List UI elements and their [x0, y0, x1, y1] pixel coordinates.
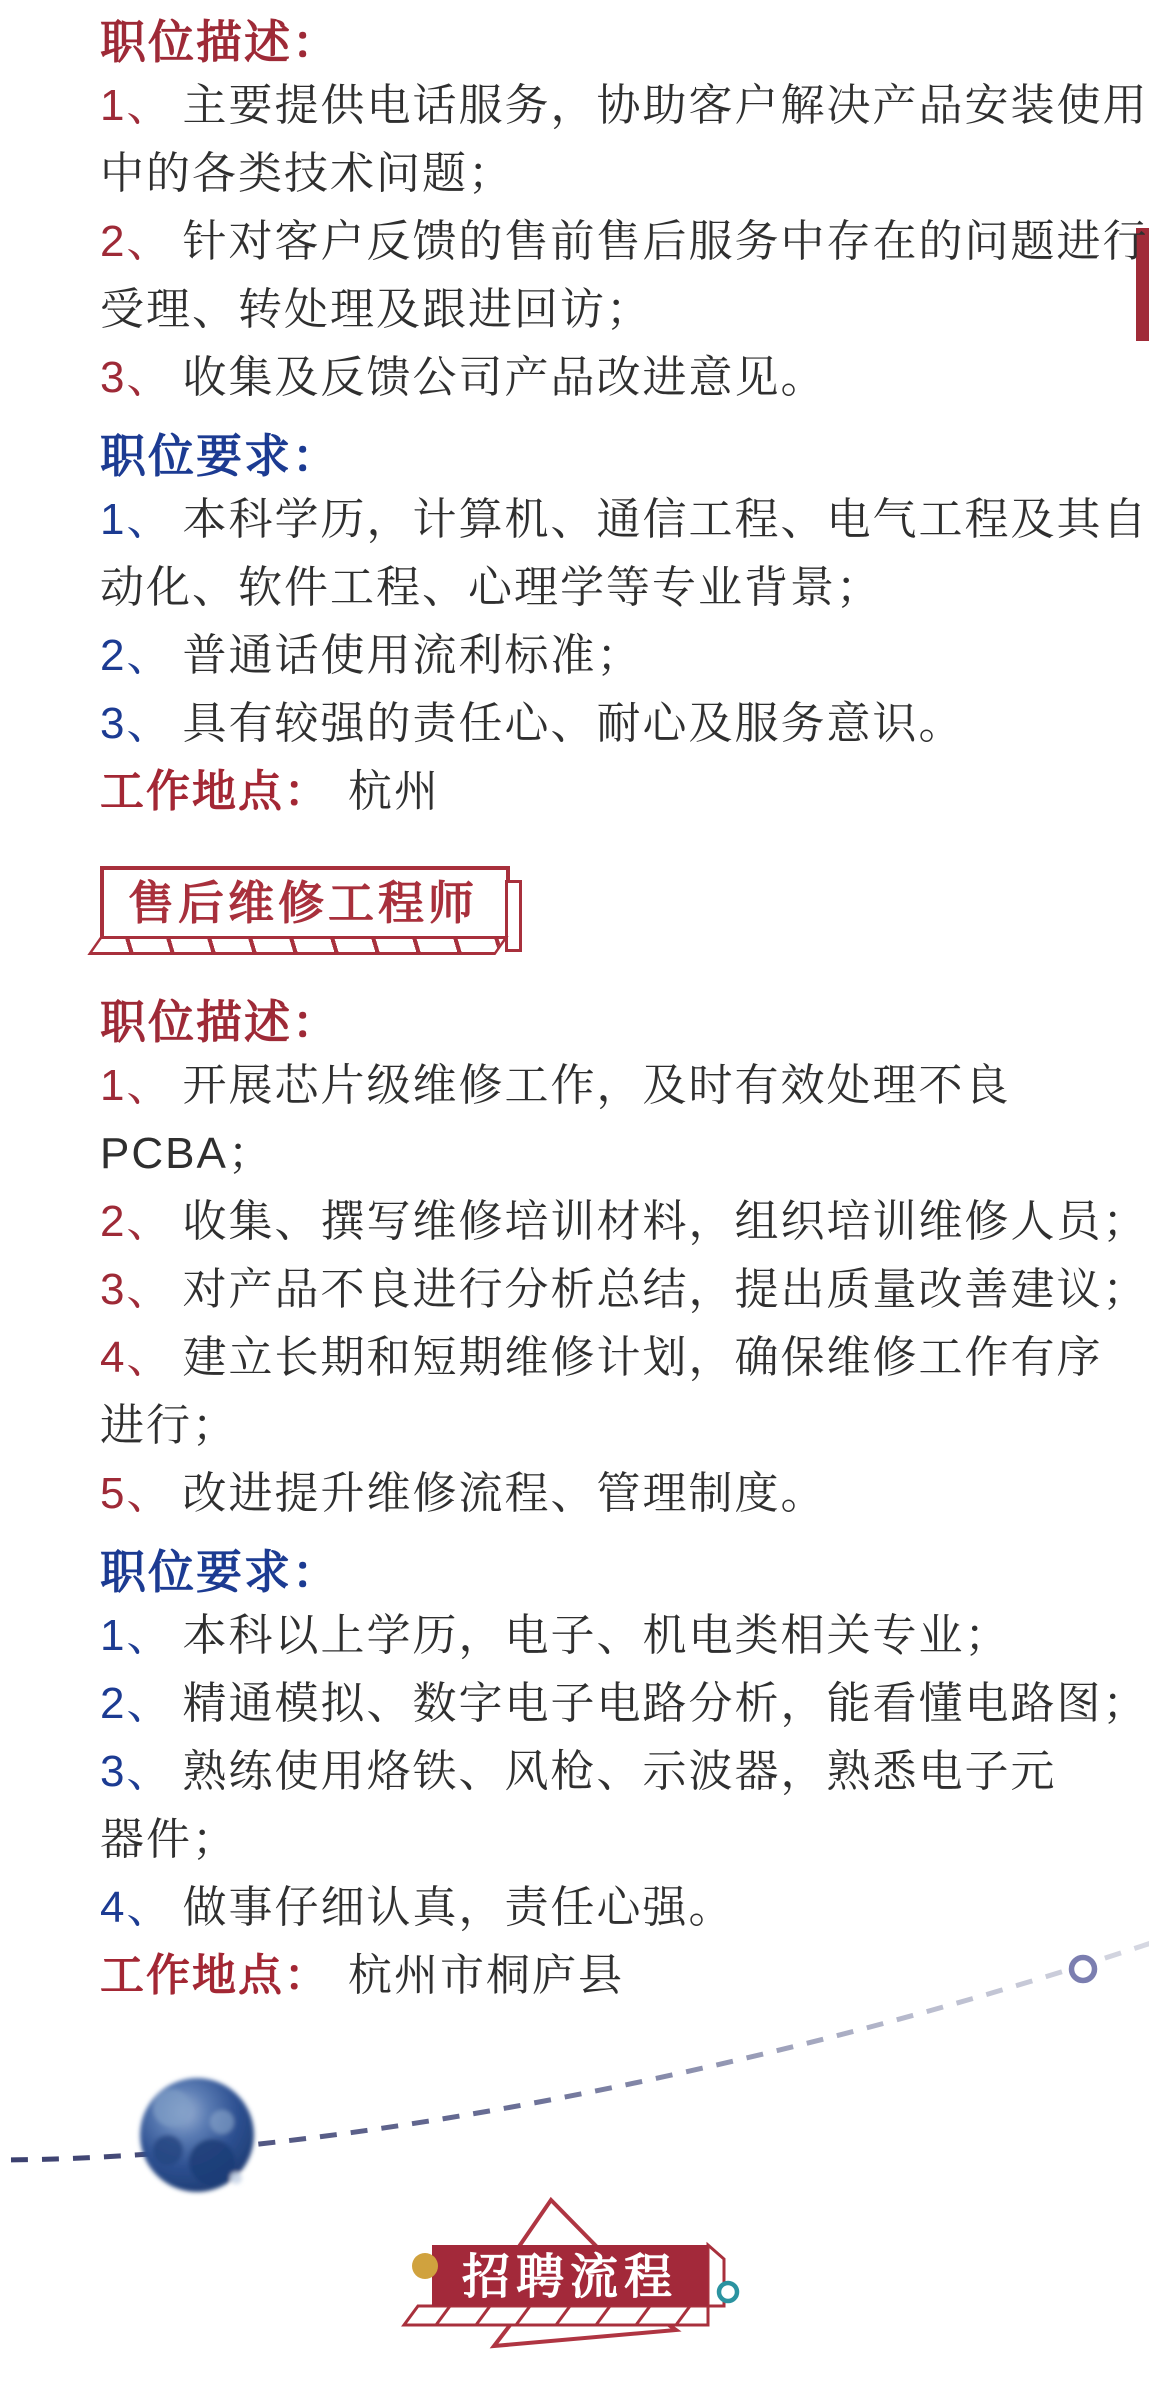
- item-text: 对产品不良进行分析总结，提出质量改善建议；: [182, 1265, 1149, 1314]
- location-label: 工作地点：: [100, 767, 330, 816]
- burst-triangle-top: [518, 2200, 598, 2248]
- job2-title: 售后维修工程师: [128, 877, 478, 929]
- item-text: 普通话使用流利标准；: [182, 631, 643, 680]
- job2-req-item-4: [100, 1874, 1089, 1942]
- item-number: 4、: [100, 1883, 173, 1932]
- item-number: 2、: [100, 631, 173, 680]
- job2-req-item-3-cont: 器件；: [100, 1815, 238, 1864]
- location-value: 杭州: [348, 767, 440, 816]
- item-text: 做事仔细认真，责任心强。: [182, 1883, 735, 1932]
- job1-desc-item-2-cont: 受理、转处理及跟进回访；: [100, 285, 652, 334]
- item-text: 精通模拟、数字电子电路分析，能看懂电路图；: [182, 1679, 1149, 1728]
- job2-desc-item-4-cont: 进行；: [100, 1401, 238, 1450]
- job2-desc-item-1-cont: PCBA；: [100, 1129, 274, 1178]
- job2-box-side-face: [505, 880, 522, 952]
- location-value: 杭州市桐庐县: [348, 1951, 624, 2000]
- item-text: 主要提供电话服务，协助客户解决产品安装使用: [182, 81, 1149, 130]
- job1-req-item-1-cont: 动化、软件工程、心理学等专业背景；: [100, 563, 882, 612]
- item-number: 3、: [100, 1747, 173, 1796]
- item-text: 收集及反馈公司产品改进意见。: [182, 353, 827, 402]
- item-number: 2、: [100, 1679, 173, 1728]
- job2-desc-item-5: [100, 1460, 1089, 1528]
- item-number: 1、: [100, 495, 173, 544]
- item-number: 3、: [100, 1265, 173, 1314]
- location-label: 工作地点：: [100, 1951, 330, 2000]
- job2-desc-item-3: [100, 1256, 1149, 1324]
- job1-req-item-2: [100, 622, 1089, 690]
- job2-req-item-1: [100, 1602, 1089, 1670]
- job1-desc-item-2: [100, 208, 1149, 276]
- item-number: 3、: [100, 699, 173, 748]
- job2-desc-item-4: [100, 1324, 1103, 1392]
- teal-ring-icon: [719, 2283, 737, 2301]
- job2-desc-item-2: [100, 1188, 1149, 1256]
- job1-description-heading: 职位描述：: [100, 16, 340, 68]
- job1-location-row: [100, 758, 1089, 826]
- item-number: 1、: [100, 1061, 173, 1110]
- item-text: 针对客户反馈的售前售后服务中存在的问题进行: [182, 217, 1149, 266]
- job1-req-item-1: [100, 486, 1149, 554]
- gold-dot-icon: [412, 2253, 438, 2279]
- job2-description-heading: 职位描述：: [100, 996, 340, 1048]
- item-text: 具有较强的责任心、耐心及服务意识。: [182, 699, 965, 748]
- item-number: 3、: [100, 353, 173, 402]
- item-text: 开展芯片级维修工作，及时有效处理不良: [182, 1061, 1011, 1110]
- job2-req-item-2: [100, 1670, 1149, 1738]
- item-text: 本科学历，计算机、通信工程、电气工程及其自: [182, 495, 1149, 544]
- banner-title: 招聘流程: [461, 2251, 679, 2304]
- job2-desc-item-1: [100, 1052, 1089, 1120]
- job2-location-row: [100, 1942, 1089, 2010]
- job1-desc-item-3: [100, 344, 1089, 412]
- job2-title-box: [100, 866, 510, 940]
- job1-req-item-3: [100, 690, 1089, 758]
- item-number: 2、: [100, 217, 173, 266]
- job1-desc-item-1-cont: 中的各类技术问题；: [100, 149, 514, 198]
- item-number: 1、: [100, 81, 173, 130]
- item-number: 2、: [100, 1197, 173, 1246]
- item-text: 改进提升维修流程、管理制度。: [182, 1469, 827, 1518]
- job2-box-hatch-strip: [87, 936, 508, 955]
- item-number: 4、: [100, 1333, 173, 1382]
- item-text: 本科以上学历，电子、机电类相关专业；: [182, 1611, 1011, 1660]
- job2-req-item-3: [100, 1738, 1089, 1806]
- job1-requirements-heading: 职位要求：: [100, 430, 340, 482]
- banner-hatch-strip: [404, 2306, 708, 2325]
- globe-icon: [140, 2078, 254, 2192]
- job2-requirements-heading: 职位要求：: [100, 1546, 340, 1598]
- job1-desc-item-1: [100, 72, 1149, 140]
- item-number: 1、: [100, 1611, 173, 1660]
- item-text: 熟练使用烙铁、风枪、示波器，熟悉电子元: [182, 1747, 1057, 1796]
- item-text: 收集、撰写维修培训材料，组织培训维修人员；: [182, 1197, 1149, 1246]
- item-number: 5、: [100, 1469, 173, 1518]
- item-text: 建立长期和短期维修计划，确保维修工作有序: [182, 1333, 1103, 1382]
